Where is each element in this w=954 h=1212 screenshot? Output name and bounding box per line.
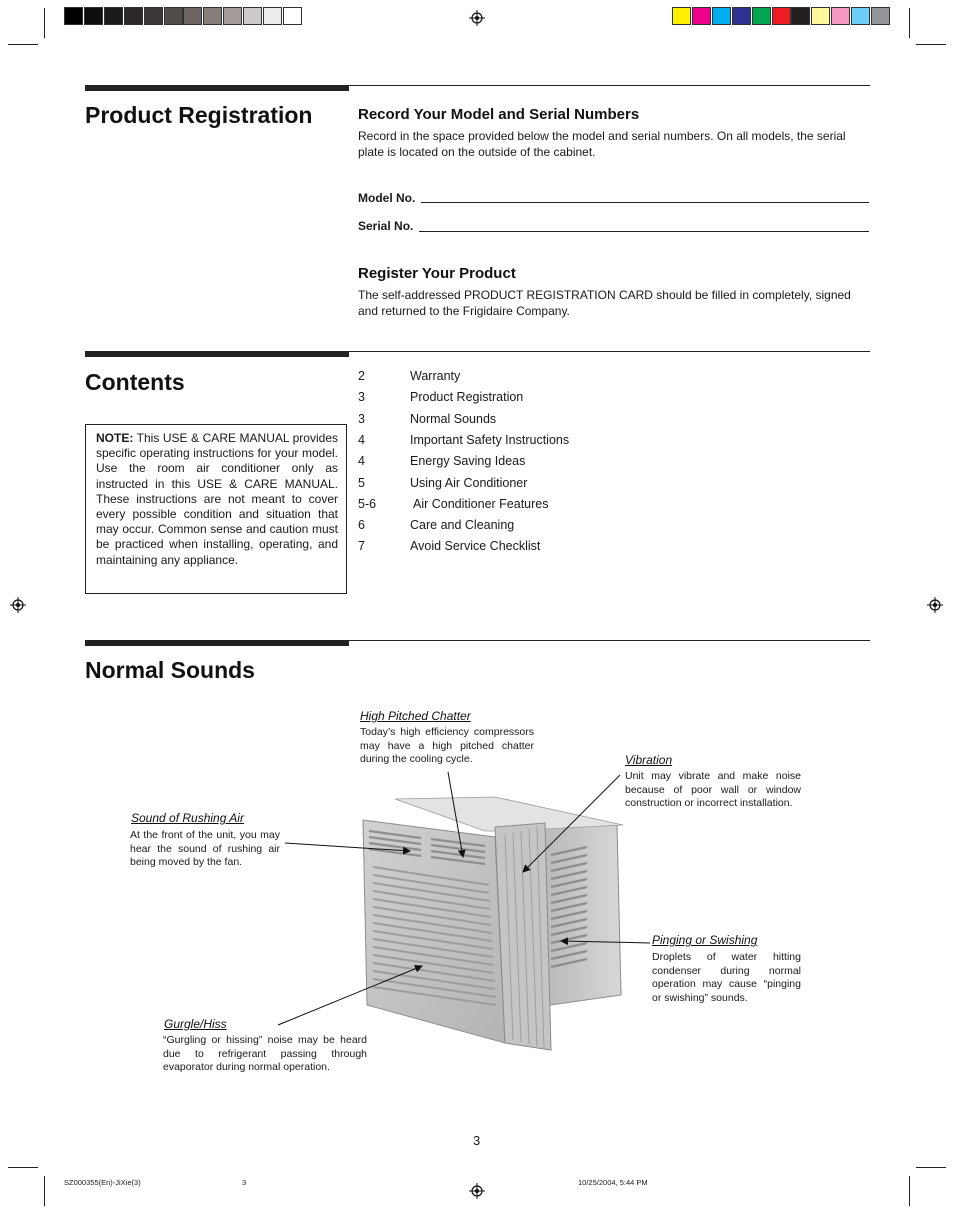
contents-item-title: Normal Sounds xyxy=(410,411,497,426)
model-label: Model No. xyxy=(358,191,416,205)
contents-item-title: Using Air Conditioner xyxy=(410,475,528,490)
contents-item-page: 3 xyxy=(358,411,365,426)
contents-item-page: 6 xyxy=(358,518,365,533)
contents-item-page: 5 xyxy=(358,475,365,490)
sounds-heading: Normal Sounds xyxy=(85,657,255,683)
gurgle-title: Gurgle/Hiss xyxy=(164,1017,227,1031)
gurgle-text: “Gurgling or hissing” noise may be heard due to refrigerant passing through evaporator during normal operation. xyxy=(163,1034,367,1073)
chatter-title: High Pitched Chatter xyxy=(360,709,471,723)
register-heading: Register Your Product xyxy=(358,265,516,282)
rushing-air-text: At the front of the unit, you may hear the sound of rushing air being moved by the fan. xyxy=(130,829,280,868)
record-text: Record in the space provided below the model and serial numbers. On all models, the serial plate is located on the outside of the cabinet. xyxy=(358,129,846,159)
footer-page: 3 xyxy=(242,1178,247,1187)
contents-item-page: 7 xyxy=(358,539,365,554)
contents-item-page: 4 xyxy=(358,454,365,469)
contents-item-page: 5-6 xyxy=(358,496,377,511)
pinging-text: Droplets of water hitting condenser during normal operation may cause “pinging or swishing” sounds. xyxy=(652,951,801,1004)
contents-item-page: 4 xyxy=(358,432,365,447)
page-number: 3 xyxy=(473,1133,481,1148)
serial-label: Serial No. xyxy=(358,219,414,233)
contents-item-title: Avoid Service Checklist xyxy=(410,539,541,554)
contents-item-title: Energy Saving Ideas xyxy=(410,454,526,469)
note-text: NOTE: This USE & CARE MANUAL provides specific operating instructions for your model. Use the room air conditioner only as instructed in this USE & CARE MANUAL. These instructions are not meant to cover every possible condition and situation that may occur. Common sense and caution must be practiced when installing, operating, and maintaining any appliance. xyxy=(96,431,338,567)
vibration-text: Unit may vibrate and make noise because of poor wall or window construction or incorrect installation. xyxy=(625,770,801,809)
footer-file: SZ000355(En)-JiXie(3) xyxy=(64,1178,141,1187)
contents-heading: Contents xyxy=(85,369,185,395)
registration-heading: Product Registration xyxy=(85,102,313,128)
rushing-air-title: Sound of Rushing Air xyxy=(131,811,244,825)
contents-item-title: Product Registration xyxy=(410,390,524,405)
chatter-text: Today’s high efficiency compressors may have a high pitched chatter during the cooling cycle. xyxy=(360,726,534,765)
vibration-title: Vibration xyxy=(625,753,673,767)
contents-item-page: 2 xyxy=(358,369,365,383)
pinging-title: Pinging or Swishing xyxy=(652,933,758,947)
contents-item-title: Important Safety Instructions xyxy=(410,432,570,447)
contents-item-title: Air Conditioner Features xyxy=(413,496,549,511)
contents-item-page: 3 xyxy=(358,390,365,405)
register-text: The self-addressed PRODUCT REGISTRATION CARD should be filled in completely, signed and returned to the Frigidaire Company. xyxy=(358,288,851,318)
record-heading: Record Your Model and Serial Numbers xyxy=(358,106,640,123)
contents-item-title: Warranty xyxy=(410,369,461,383)
footer-timestamp: 10/25/2004, 5:44 PM xyxy=(578,1178,648,1187)
contents-item-title: Care and Cleaning xyxy=(410,518,515,533)
